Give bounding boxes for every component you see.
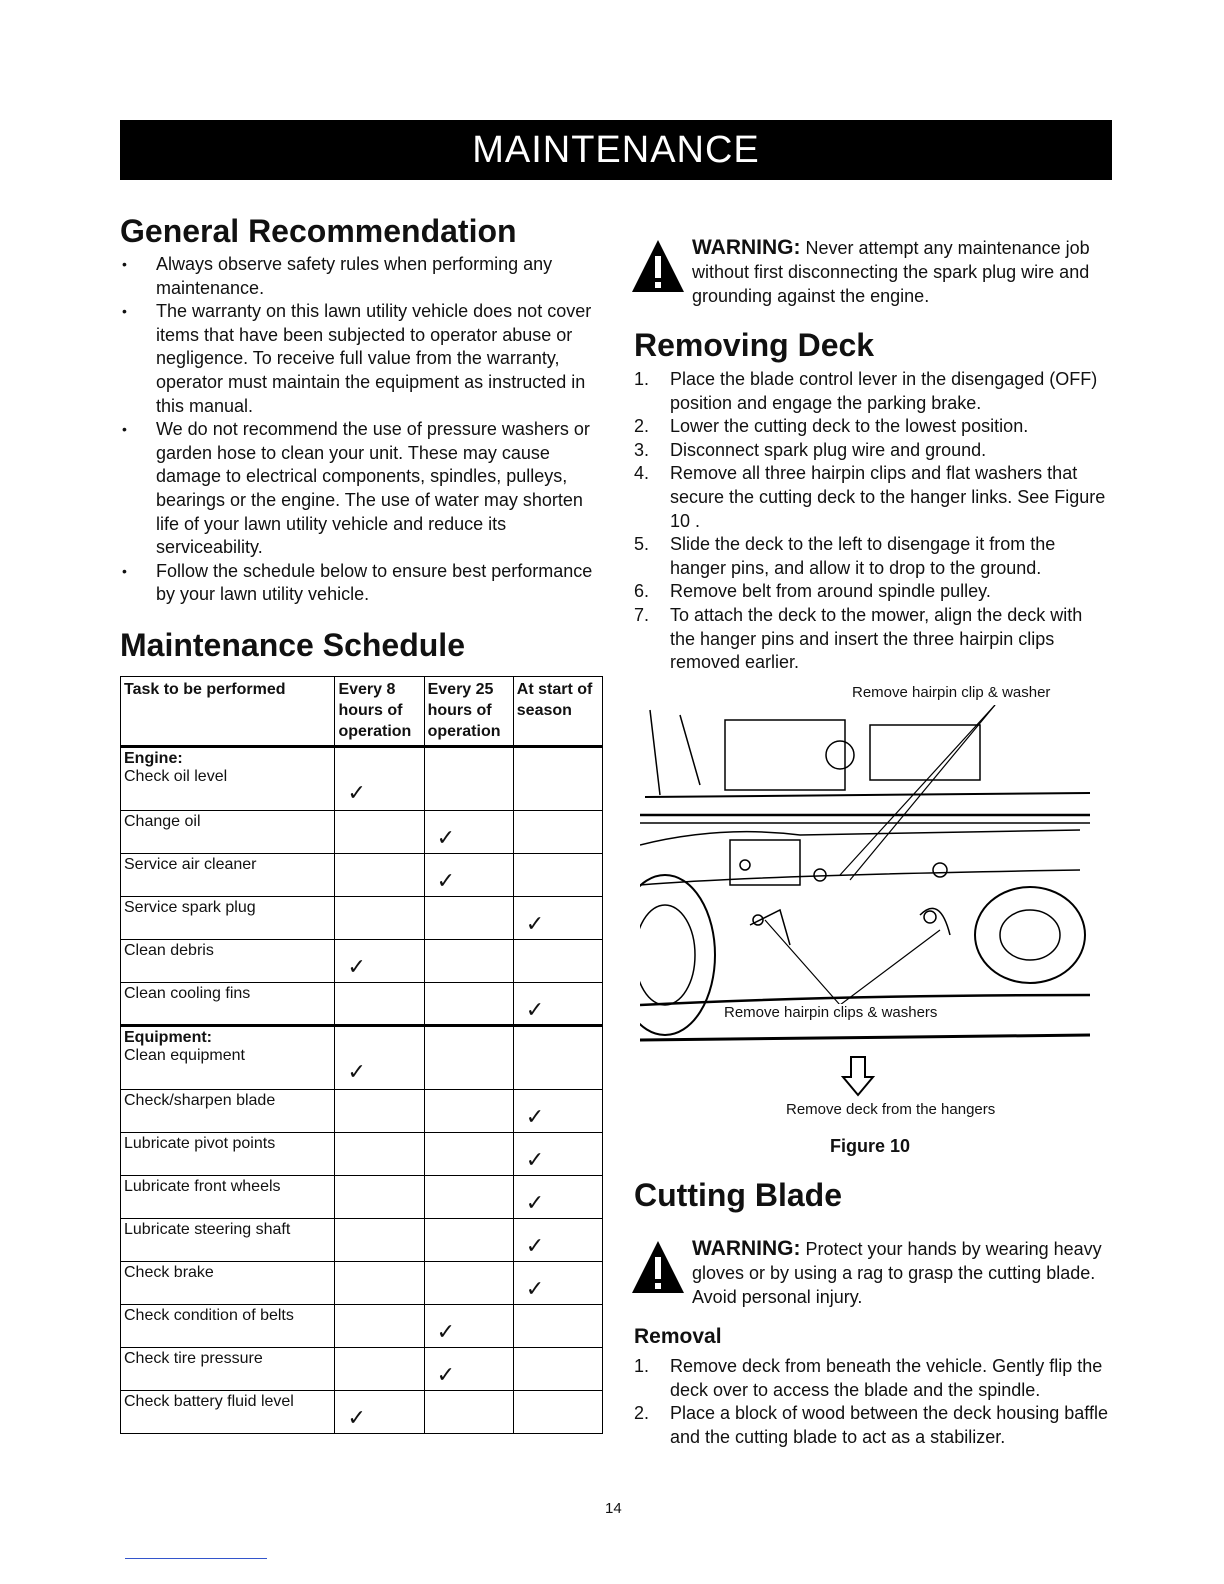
task-cell — [121, 811, 335, 854]
check-mark-icon: ✓ — [347, 1059, 366, 1084]
list-item: • Always observe safety rules when performing any maintenance. — [120, 253, 600, 300]
task-name: Lubricate steering shaft — [124, 1221, 291, 1238]
section-label: Equipment: — [124, 1029, 212, 1046]
task-cell — [121, 1133, 335, 1176]
list-item: • The warranty on this lawn utility vehicle does not cover items that have been subjected to operator abuse or negligence. To receive full value from the warranty, operator must maintain the equipment as instructed in this manual. — [120, 300, 600, 418]
check-mark-icon: ✓ — [436, 868, 456, 893]
general-recommendation-list — [120, 253, 600, 607]
interval-cell — [424, 1219, 513, 1262]
column-header-start-season: At start of season — [513, 677, 602, 747]
interval-cell — [335, 1219, 424, 1262]
interval-cell — [335, 811, 424, 854]
check-mark-icon: ✓ — [347, 780, 366, 805]
task-cell — [121, 1090, 335, 1133]
interval-cell — [513, 897, 602, 940]
check-mark-icon: ✓ — [525, 997, 545, 1022]
interval-cell — [335, 1348, 424, 1391]
interval-cell — [513, 1391, 602, 1434]
interval-cell — [513, 1133, 602, 1176]
interval-cell — [335, 983, 424, 1026]
interval-cell — [424, 1090, 513, 1133]
warning-icon — [630, 1237, 686, 1295]
task-cell — [121, 747, 335, 811]
task-cell — [121, 1391, 335, 1434]
interval-cell — [424, 1348, 513, 1391]
table-row — [121, 1026, 603, 1090]
figure-label: Figure 10 — [830, 1136, 911, 1156]
interval-cell — [424, 854, 513, 897]
table-row — [121, 1348, 603, 1391]
task-cell — [121, 1348, 335, 1391]
task-name: Check battery fluid level — [124, 1393, 294, 1410]
interval-cell — [424, 897, 513, 940]
list-item: 2. Lower the cutting deck to the lowest position. — [634, 416, 1029, 437]
list-item: 1. Place the blade control lever in the disengaged (OFF) position and engage the parking brake. — [634, 369, 1098, 413]
task-name: Lubricate front wheels — [124, 1178, 281, 1195]
task-cell — [121, 897, 335, 940]
check-mark-icon: ✓ — [347, 1405, 366, 1430]
table-row — [121, 897, 603, 940]
maintenance-schedule-heading: Maintenance Schedule — [120, 627, 465, 663]
maintenance-warning — [630, 236, 1110, 308]
check-mark-icon: ✓ — [525, 1147, 545, 1172]
interval-cell — [424, 1262, 513, 1305]
check-mark-icon: ✓ — [525, 1104, 545, 1129]
table-row — [121, 747, 603, 811]
interval-cell — [424, 811, 513, 854]
task-name: Check condition of belts — [124, 1307, 294, 1324]
interval-cell — [424, 747, 513, 811]
section-label: Engine: — [124, 750, 183, 767]
interval-cell — [513, 1348, 602, 1391]
check-mark-icon: ✓ — [436, 1362, 456, 1387]
task-name: Clean equipment — [124, 1047, 245, 1064]
interval-cell — [513, 747, 602, 811]
warning-text: Protect your hands by wearing heavy gloves or by using a rag to grasp the cutting blade. Avoid personal injury. — [692, 1239, 1102, 1307]
task-name: Check/sharpen blade — [124, 1092, 276, 1109]
interval-cell — [335, 1176, 424, 1219]
interval-cell — [335, 1090, 424, 1133]
interval-cell — [335, 854, 424, 897]
check-mark-icon: ✓ — [347, 954, 366, 979]
check-mark-icon: ✓ — [525, 1276, 545, 1301]
task-cell — [121, 854, 335, 897]
task-cell — [121, 983, 335, 1026]
task-cell — [121, 1219, 335, 1262]
interval-cell — [513, 854, 602, 897]
general-recommendation-heading: General Recommendation — [120, 213, 517, 249]
interval-cell — [335, 897, 424, 940]
column-header-every-8: Every 8 hours of operation — [335, 677, 424, 747]
warning-text: Never attempt any maintenance job without first disconnecting the spark plug wire and grounding against the engine. — [692, 238, 1090, 306]
list-item: 1. Remove deck from beneath the vehicle. Gently flip the deck over to access the blade and the spindle. — [634, 1356, 1103, 1400]
task-name: Check tire pressure — [124, 1350, 263, 1367]
task-cell — [121, 940, 335, 983]
task-cell — [121, 1026, 335, 1090]
task-name: Change oil — [124, 813, 201, 830]
table-row — [121, 983, 603, 1026]
table-header-row — [121, 677, 603, 747]
table-row — [121, 1305, 603, 1348]
interval-cell — [335, 1133, 424, 1176]
table-row — [121, 1176, 603, 1219]
table-row — [121, 1391, 603, 1434]
blade-warning — [630, 1237, 1110, 1309]
maintenance-schedule-table — [120, 676, 603, 1434]
table-row — [121, 811, 603, 854]
list-item: • Follow the schedule below to ensure best performance by your lawn utility vehicle. — [120, 560, 600, 607]
deck-hanger-illustration — [640, 705, 1092, 1050]
interval-cell — [335, 1305, 424, 1348]
warning-icon — [630, 236, 686, 294]
table-row — [121, 1219, 603, 1262]
column-header-every-25: Every 25 hours of operation — [424, 677, 513, 747]
list-item: 5. Slide the deck to the left to disengage it from the hanger pins, and allow it to drop to the ground. — [634, 534, 1056, 578]
warning-label: WARNING: — [692, 1237, 801, 1260]
removing-deck-heading: Removing Deck — [634, 327, 875, 363]
footer-rule — [125, 1558, 267, 1559]
list-item: 3. Disconnect spark plug wire and ground. — [634, 439, 987, 460]
task-cell — [121, 1176, 335, 1219]
task-name: Clean cooling fins — [124, 985, 251, 1002]
table-row — [121, 940, 603, 983]
warning-label: WARNING: — [692, 236, 801, 259]
interval-cell — [424, 1305, 513, 1348]
interval-cell — [335, 1026, 424, 1090]
interval-cell — [424, 1391, 513, 1434]
interval-cell — [335, 1262, 424, 1305]
interval-cell — [513, 940, 602, 983]
page-number: 14 — [605, 1500, 622, 1517]
table-row — [121, 1133, 603, 1176]
removal-heading: Removal — [634, 1325, 722, 1348]
interval-cell — [335, 940, 424, 983]
table-row — [121, 854, 603, 897]
task-cell — [121, 1305, 335, 1348]
check-mark-icon: ✓ — [436, 1319, 456, 1344]
check-mark-icon: ✓ — [525, 911, 545, 936]
interval-cell — [513, 1262, 602, 1305]
list-item: 6. Remove belt from around spindle pulley. — [634, 581, 991, 602]
interval-cell — [424, 1133, 513, 1176]
task-name: Service air cleaner — [124, 856, 257, 873]
interval-cell — [424, 983, 513, 1026]
interval-cell — [424, 1176, 513, 1219]
interval-cell — [424, 1026, 513, 1090]
interval-cell — [513, 1090, 602, 1133]
interval-cell — [513, 1305, 602, 1348]
cutting-blade-heading: Cutting Blade — [634, 1177, 842, 1213]
callout-hairpin-clips: Remove hairpin clips & washers — [724, 1004, 938, 1021]
interval-cell — [513, 1219, 602, 1262]
column-header-task: Task to be performed — [121, 677, 335, 747]
interval-cell — [335, 747, 424, 811]
interval-cell — [513, 983, 602, 1026]
table-row — [121, 1090, 603, 1133]
check-mark-icon: ✓ — [525, 1190, 545, 1215]
check-mark-icon: ✓ — [436, 825, 456, 850]
list-item: 4. Remove all three hairpin clips and flat washers that secure the cutting deck to the hanger links. See Figure 10 . — [634, 463, 1106, 531]
interval-cell — [513, 1026, 602, 1090]
interval-cell — [513, 1176, 602, 1219]
list-item: 2. Place a block of wood between the deck housing baffle and the cutting blade to act as a stabilizer. — [634, 1403, 1108, 1447]
callout-hairpin-clip: Remove hairpin clip & washer — [852, 684, 1051, 701]
interval-cell — [335, 1391, 424, 1434]
callout-remove-deck: Remove deck from the hangers — [786, 1101, 996, 1118]
interval-cell — [424, 940, 513, 983]
arrow-down-icon — [840, 1055, 876, 1099]
list-item: 7. To attach the deck to the mower, align the deck with the hanger pins and insert the three hairpin clips removed earlier. — [634, 604, 1083, 673]
interval-cell — [513, 811, 602, 854]
list-item: • We do not recommend the use of pressure washers or garden hose to clean your unit. These may cause damage to electrical components, spindles, pulleys, bearings or the engine. The use of water may shorten life of your lawn utility vehicle and reduce its serviceability. — [120, 418, 600, 560]
task-name: Check brake — [124, 1264, 214, 1281]
removing-deck-steps — [634, 368, 1110, 675]
task-cell — [121, 1262, 335, 1305]
task-name: Check oil level — [124, 768, 228, 785]
task-name: Lubricate pivot points — [124, 1135, 276, 1152]
section-banner: MAINTENANCE — [120, 120, 1112, 180]
check-mark-icon: ✓ — [525, 1233, 545, 1258]
table-row — [121, 1262, 603, 1305]
task-name: Clean debris — [124, 942, 214, 959]
task-name: Service spark plug — [124, 899, 256, 916]
removal-steps — [634, 1355, 1110, 1449]
